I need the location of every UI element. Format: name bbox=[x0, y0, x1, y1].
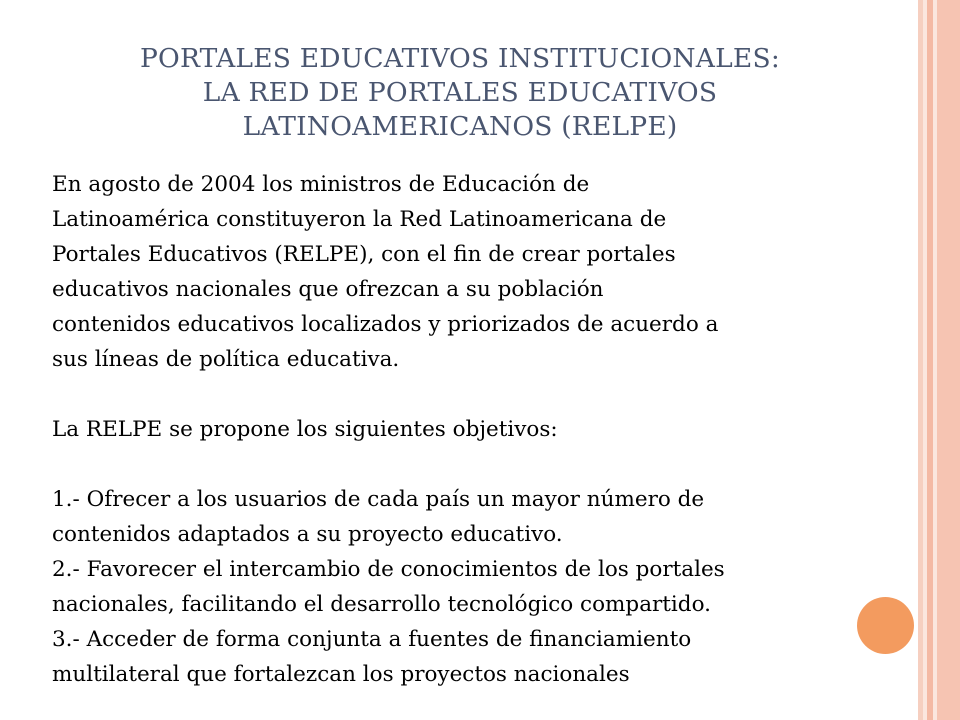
intro-paragraph: En agosto de 2004 los ministros de Educación de Latinoamérica constituyeron la Red Latinoamericana de Portales Educativos (RELPE), con el fin de crear portales educativos nacionales que ofrezcan a su población contenidos educativos localizados y priorizados de acuerdo a sus líneas de política educativa. bbox=[52, 172, 719, 372]
slide-title bbox=[70, 42, 850, 144]
objective-item: 1.- Ofrecer a los usuarios de cada país un mayor número de contenidos adaptados a su proyecto educativo. bbox=[52, 487, 705, 547]
decorative-circle bbox=[857, 597, 914, 654]
objectives-heading: La RELPE se propone los siguientes objetivos: bbox=[52, 417, 558, 442]
slide-title-line: LA RED DE PORTALES EDUCATIVOS bbox=[202, 77, 718, 108]
objective-item: 3.- Acceder de forma conjunta a fuentes de financiamiento multilateral que fortalezcan los proyectos nacionales bbox=[52, 627, 692, 687]
slide-title-line: LATINOAMERICANOS (RELPE) bbox=[242, 111, 678, 142]
decorative-stripe bbox=[937, 0, 960, 720]
slide-body bbox=[52, 167, 902, 692]
objective-item: 2.- Favorecer el intercambio de conocimientos de los portales nacionales, facilitando el desarrollo tecnológico compartido. bbox=[52, 557, 725, 617]
slide-title-line: PORTALES EDUCATIVOS INSTITUCIONALES: bbox=[140, 43, 780, 74]
